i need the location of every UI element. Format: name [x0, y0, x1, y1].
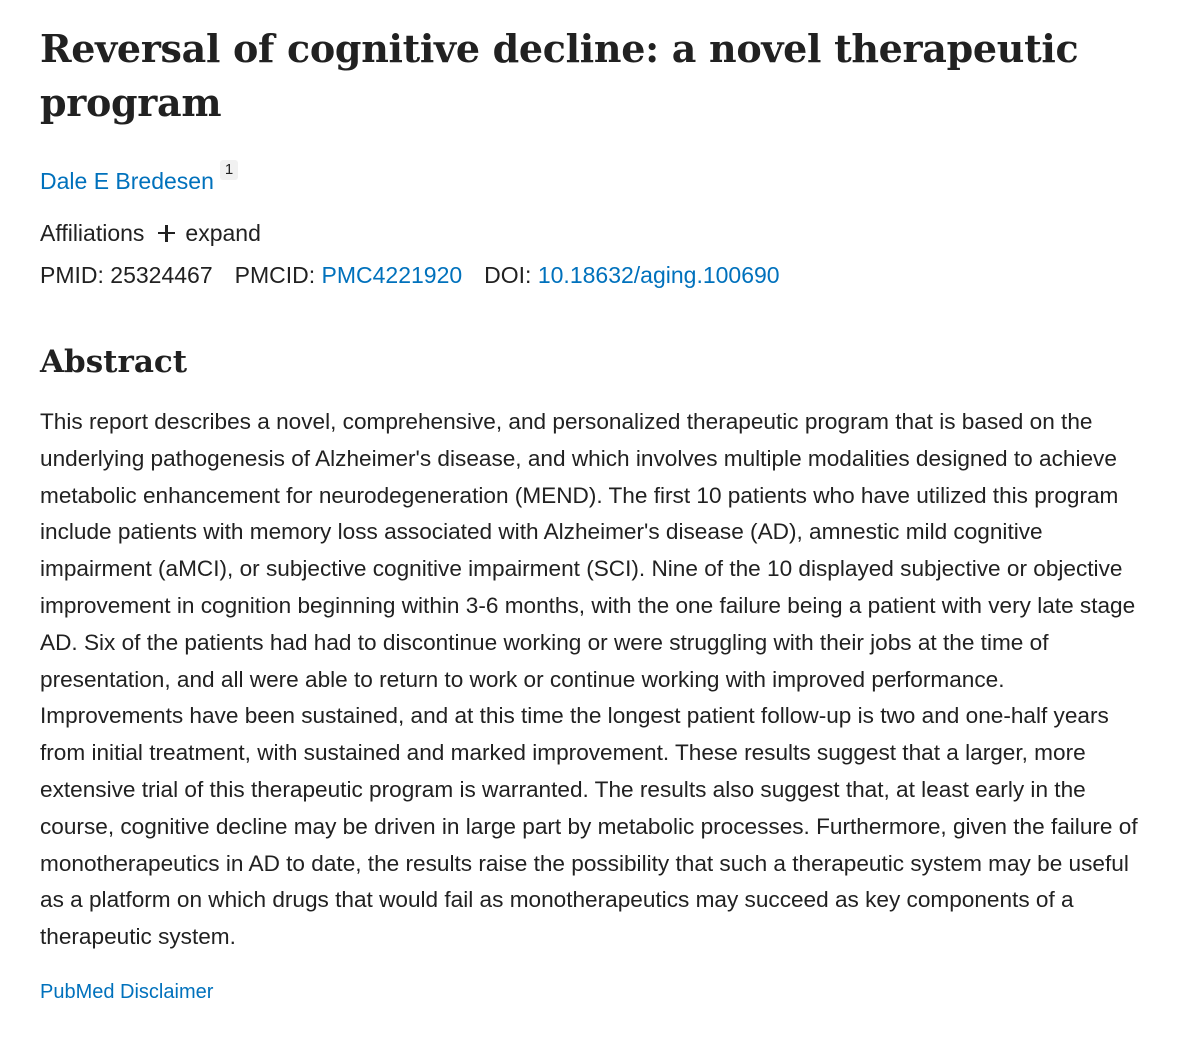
article-identifiers	[40, 260, 1150, 290]
pmid-label: PMID:	[40, 262, 104, 288]
affiliations-expand-label: expand	[185, 220, 261, 246]
pmcid-link[interactable]: PMC4221920	[321, 262, 463, 288]
doi-label: DOI:	[484, 262, 532, 288]
plus-icon	[158, 225, 175, 242]
affiliations-expand-button[interactable]	[158, 218, 260, 248]
abstract-heading: Abstract	[40, 344, 188, 380]
pmcid-label: PMCID:	[234, 262, 316, 288]
doi-item	[484, 260, 779, 290]
article-page	[40, 22, 1150, 1006]
affiliations-row	[40, 218, 1150, 248]
pubmed-disclaimer-link[interactable]: PubMed Disclaimer	[40, 980, 214, 1003]
affiliations-label: Affiliations	[40, 220, 145, 246]
abstract-text: This report describes a novel, comprehensive, and personalized therapeutic program that is based on the underlying pathogenesis of Alzheimer's disease, and which involves multiple modalities designed to achieve metabolic enhancement for neurodegeneration (MEND). The first 10 patients who have utilized this program include patients with memory loss associated with Alzheimer's disease (AD), amnestic mild cognitive impairment (aMCI), or subjective cognitive impairment (SCI). Nine of the 10 displayed subjective or objective improvement in cognition beginning within 3-6 months, with the one failure being a patient with very late stage AD. Six of the patients had had to discontinue working or were struggling with their jobs at the time of presentation, and all were able to return to work or continue working with improved performance. Improvements have been sustained, and at this time the longest patient follow-up is two and one-half years from initial treatment, with sustained and marked improvement. These results suggest that a larger, more extensive trial of this therapeutic program is warranted. The results also suggest that, at least early in the course, cognitive decline may be driven in large part by metabolic processes. Furthermore, given the failure of monotherapeutics in AD to date, the results raise the possibility that such a therapeutic system may be useful as a platform on which drugs that would fail as monotherapeutics may succeed as key components of a therapeutic system.	[40, 409, 1138, 950]
disclaimer-row	[40, 978, 1150, 1006]
article-title: Reversal of cognitive decline: a novel therapeutic program	[40, 26, 1079, 125]
authors-list	[40, 161, 1150, 196]
pmid-value: 25324467	[110, 262, 213, 288]
pmcid-item	[235, 260, 463, 290]
doi-link[interactable]: 10.18632/aging.100690	[537, 262, 780, 288]
pmid-item	[40, 260, 213, 290]
author-link[interactable]: Dale E Bredesen	[40, 168, 214, 194]
affiliation-ref-badge[interactable]: 1	[220, 160, 238, 180]
